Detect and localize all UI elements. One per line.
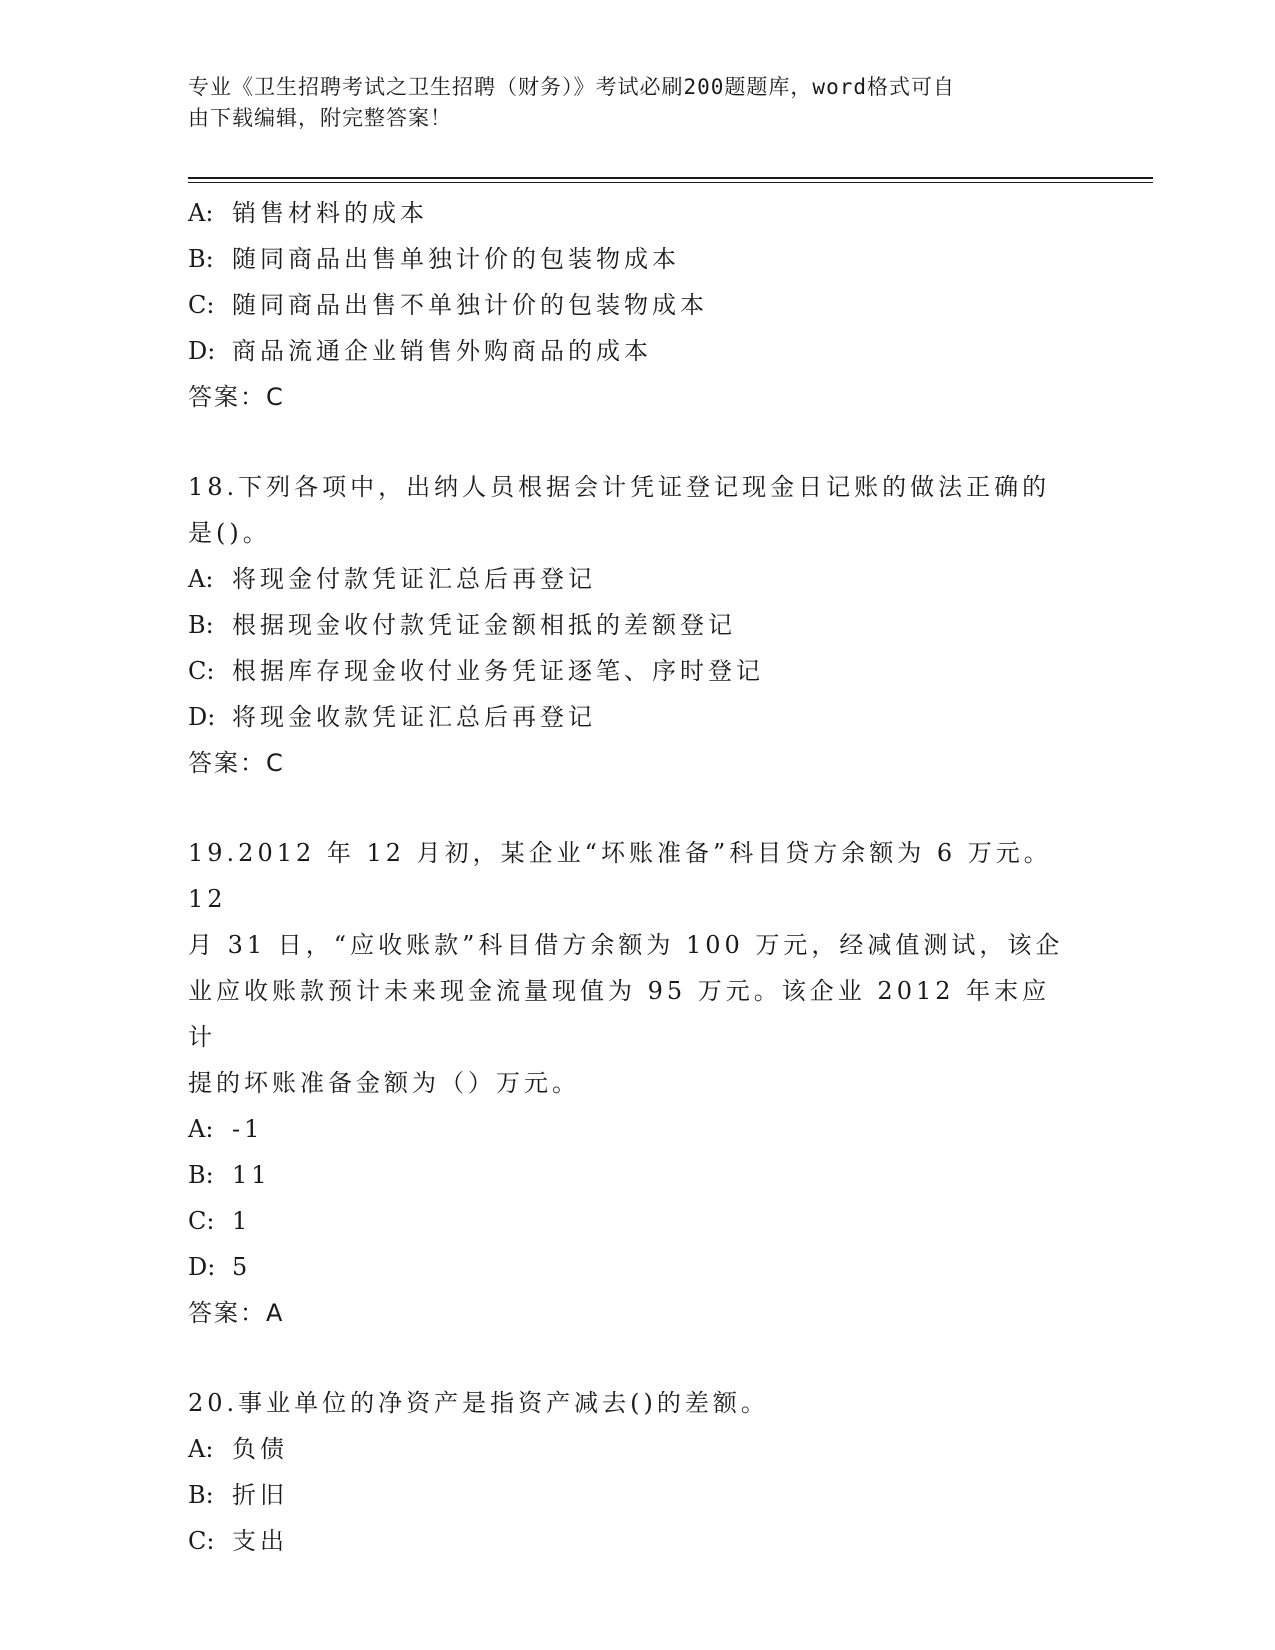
option-text: -1 <box>232 1115 264 1143</box>
option-text: 11 <box>232 1161 271 1189</box>
question-19 <box>188 830 1078 1336</box>
question-text-line-3: 业应收账款预计未来现金流量现值为 95 万元。该企业 2012 年末应计 <box>188 977 1051 1051</box>
answer-line: 答案：A <box>188 1299 285 1327</box>
header-line-2: 由下载编辑，附完整答案！ <box>188 106 452 130</box>
spacer <box>188 420 1078 464</box>
option-text: 随同商品出售单独计价的包装物成本 <box>232 245 680 273</box>
option-label: A: <box>188 199 214 227</box>
option-label: B: <box>188 1481 214 1509</box>
option-label: D: <box>188 337 216 365</box>
spacer <box>188 786 1078 830</box>
option-text: 根据库存现金收付业务凭证逐笔、序时登记 <box>232 657 764 685</box>
option-d <box>188 1244 1078 1290</box>
option-c <box>188 1198 1078 1244</box>
option-label: C: <box>188 1207 215 1235</box>
question-text-line-1: 19.2012 年 12 月初，某企业“坏账准备”科目贷方余额为 6 万元。12 <box>188 839 1052 913</box>
option-d <box>188 694 1078 740</box>
question-text-line-2: 是()。 <box>188 519 271 547</box>
option-text: 销售材料的成本 <box>232 199 428 227</box>
option-text: 5 <box>232 1253 252 1281</box>
option-text: 商品流通企业销售外购商品的成本 <box>232 337 652 365</box>
option-text: 将现金付款凭证汇总后再登记 <box>232 565 596 593</box>
option-text: 支出 <box>232 1527 288 1555</box>
option-label: A: <box>188 565 214 593</box>
option-a <box>188 1106 1078 1152</box>
header-line-1: 专业《卫生招聘考试之卫生招聘（财务）》考试必刷200题题库，word格式可自 <box>188 75 955 99</box>
option-text: 1 <box>232 1207 252 1235</box>
option-a <box>188 556 1078 602</box>
option-c <box>188 282 1078 328</box>
option-label: C: <box>188 291 215 319</box>
question-18 <box>188 464 1078 786</box>
question-text-line-1: 18.下列各项中，出纳人员根据会计凭证登记现金日记账的做法正确的 <box>188 473 1051 501</box>
option-text: 根据现金收付款凭证金额相抵的差额登记 <box>232 611 736 639</box>
option-text: 折旧 <box>232 1481 288 1509</box>
option-a <box>188 190 1078 236</box>
question-17 <box>188 190 1078 420</box>
option-b <box>188 1472 1078 1518</box>
question-text-line-2: 月 31 日，“应收账款”科目借方余额为 100 万元，经减值测试，该企 <box>188 931 1064 959</box>
option-d <box>188 328 1078 374</box>
option-text: 负债 <box>232 1435 288 1463</box>
option-label: A: <box>188 1435 214 1463</box>
option-b <box>188 602 1078 648</box>
option-label: C: <box>188 1527 215 1555</box>
option-label: D: <box>188 703 216 731</box>
document-header <box>188 72 1068 134</box>
question-text-line-1: 20.事业单位的净资产是指资产减去()的差额。 <box>188 1389 769 1417</box>
option-label: C: <box>188 657 215 685</box>
option-label: B: <box>188 245 214 273</box>
option-a <box>188 1426 1078 1472</box>
option-label: B: <box>188 611 214 639</box>
option-c <box>188 1518 1078 1564</box>
option-b <box>188 1152 1078 1198</box>
option-b <box>188 236 1078 282</box>
answer-line: 答案：C <box>188 383 285 411</box>
question-20 <box>188 1380 1078 1564</box>
header-rule-thin <box>188 182 1153 183</box>
header-rule-thick <box>188 177 1153 179</box>
option-label: A: <box>188 1115 214 1143</box>
answer-line: 答案：C <box>188 749 285 777</box>
spacer <box>188 1336 1078 1380</box>
option-label: D: <box>188 1253 216 1281</box>
option-text: 随同商品出售不单独计价的包装物成本 <box>232 291 708 319</box>
option-label: B: <box>188 1161 214 1189</box>
question-text-line-4: 提的坏账准备金额为（）万元。 <box>188 1069 580 1097</box>
question-list <box>188 190 1078 1564</box>
option-text: 将现金收款凭证汇总后再登记 <box>232 703 596 731</box>
option-c <box>188 648 1078 694</box>
